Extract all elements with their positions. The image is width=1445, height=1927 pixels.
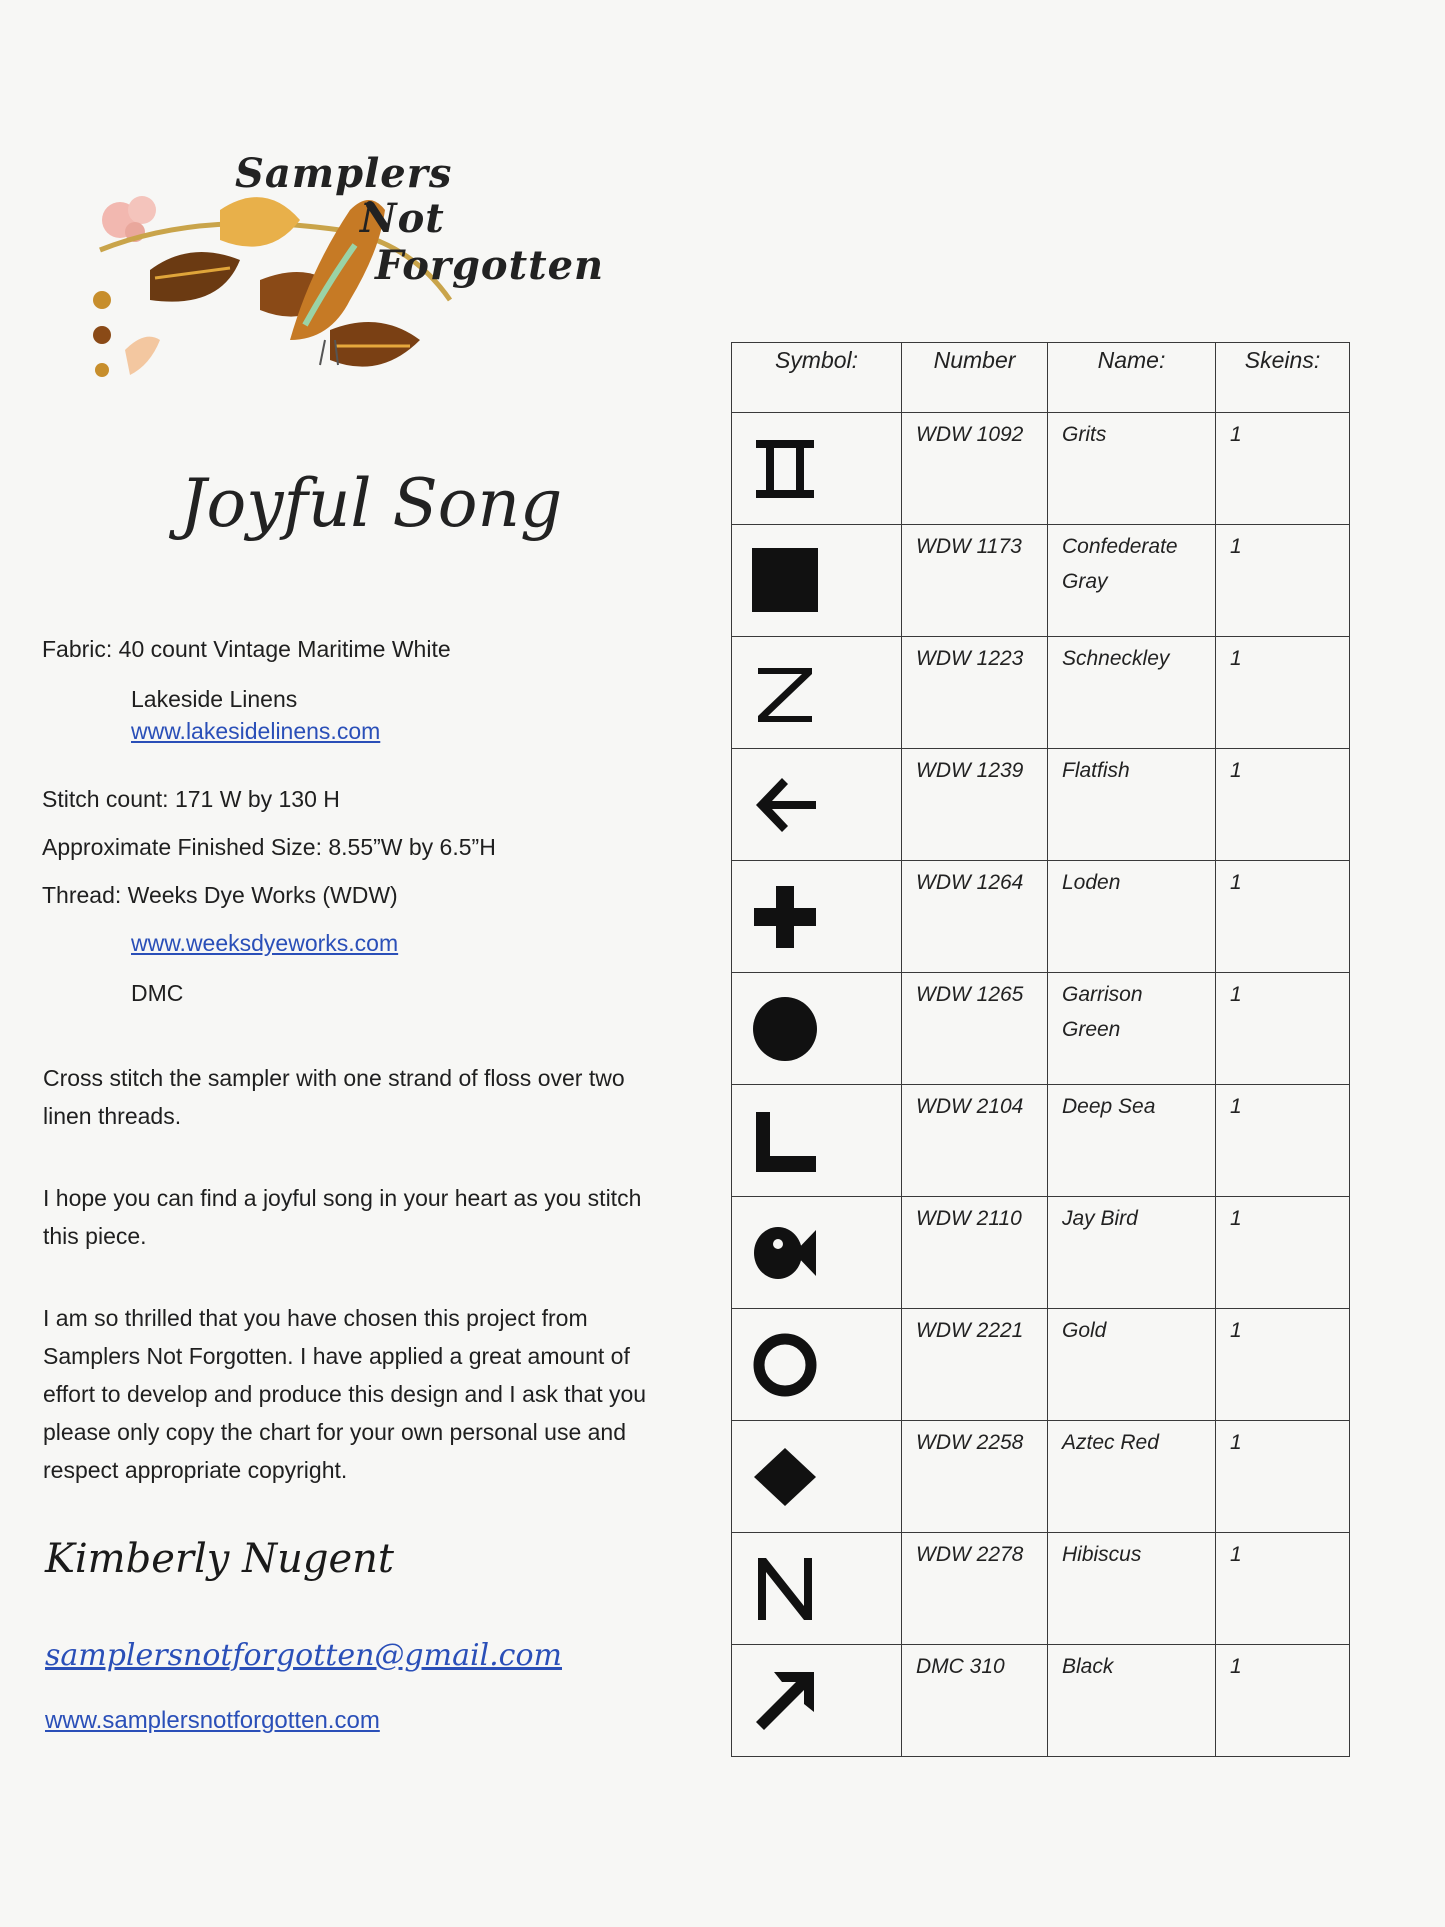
- table-row: [732, 637, 1350, 749]
- header-skeins: Skeins:: [1216, 343, 1350, 413]
- table-row: [732, 413, 1350, 525]
- skeins-cell: 1: [1216, 413, 1350, 525]
- symbol-cell: [732, 1421, 902, 1533]
- name-cell: Loden: [1048, 861, 1216, 973]
- name-cell: Black: [1048, 1645, 1216, 1757]
- bracket-icon: [752, 1108, 818, 1174]
- fabric-supplier: Lakeside Linens: [131, 686, 298, 712]
- name-cell: Flatfish: [1048, 749, 1216, 861]
- brand-logo: [80, 150, 640, 410]
- name-cell: Aztec Red: [1048, 1421, 1216, 1533]
- table-row: [732, 1533, 1350, 1645]
- table-row: [732, 1197, 1350, 1309]
- table-header-row: [732, 343, 1350, 413]
- diagonal-arrow-icon: [752, 1668, 818, 1734]
- logo-text-line-2: Not: [360, 195, 445, 242]
- h-ladder-icon: [752, 436, 818, 502]
- name-cell: Garrison Green: [1048, 973, 1216, 1085]
- thread-supplier-link[interactable]: www.weeksdyeworks.com: [131, 930, 399, 956]
- contact-email-link[interactable]: samplersnotforgotten@gmail.com: [45, 1638, 562, 1673]
- skeins-cell: 1: [1216, 637, 1350, 749]
- fabric-supplier-link[interactable]: www.lakesidelinens.com: [131, 718, 381, 744]
- table-row: [732, 1421, 1350, 1533]
- number-cell: WDW 1092: [902, 413, 1048, 525]
- logo-text-line-3: Forgotten: [375, 242, 605, 289]
- instructions-paragraph: Cross stitch the sampler with one strand of floss over two linen threads.: [43, 1065, 625, 1129]
- skeins-cell: 1: [1216, 861, 1350, 973]
- name-cell: Confederate Gray: [1048, 525, 1216, 637]
- skeins-cell: 1: [1216, 1645, 1350, 1757]
- skeins-cell: 1: [1216, 1085, 1350, 1197]
- number-cell: WDW 1265: [902, 973, 1048, 1085]
- symbol-cell: [732, 1533, 902, 1645]
- number-cell: WDW 2221: [902, 1309, 1048, 1421]
- header-symbol: Symbol:: [732, 343, 902, 413]
- fabric-line: Fabric: 40 count Vintage Maritime White: [42, 636, 451, 662]
- name-cell: Hibiscus: [1048, 1533, 1216, 1645]
- table-row: [732, 861, 1350, 973]
- number-cell: WDW 1264: [902, 861, 1048, 973]
- name-cell: Grits: [1048, 413, 1216, 525]
- skeins-cell: 1: [1216, 1421, 1350, 1533]
- symbol-cell: [732, 973, 902, 1085]
- thread-extra: DMC: [131, 980, 184, 1006]
- symbol-cell: [732, 1085, 902, 1197]
- symbol-cell: [732, 749, 902, 861]
- website-link[interactable]: www.samplersnotforgotten.com: [45, 1707, 380, 1734]
- thread-key-table: [731, 342, 1350, 1757]
- skeins-cell: 1: [1216, 749, 1350, 861]
- filled-circle-icon: [752, 996, 818, 1062]
- table-row: [732, 525, 1350, 637]
- table-row: [732, 973, 1350, 1085]
- diamond-icon: [752, 1444, 818, 1510]
- left-arrow-icon: [752, 772, 818, 838]
- copyright-paragraph: I am so thrilled that you have chosen this project from Samplers Not Forgotten. I have applied a great amount of effort to develop and produce this design and I ask that you please only copy the chart for your own personal use and respect appropriate copyright.: [43, 1305, 647, 1483]
- thread-line: Thread: Weeks Dye Works (WDW): [42, 882, 398, 908]
- stitch-count: Stitch count: 171 W by 130 H: [42, 786, 340, 812]
- name-cell: Gold: [1048, 1309, 1216, 1421]
- letter-z-icon: [752, 660, 818, 726]
- number-cell: WDW 2110: [902, 1197, 1048, 1309]
- symbol-cell: [732, 525, 902, 637]
- page-title: Joyful Song: [180, 465, 563, 542]
- name-cell: Schneckley: [1048, 637, 1216, 749]
- name-cell: Jay Bird: [1048, 1197, 1216, 1309]
- symbol-cell: [732, 861, 902, 973]
- header-name: Name:: [1048, 343, 1216, 413]
- number-cell: WDW 1239: [902, 749, 1048, 861]
- number-cell: WDW 2104: [902, 1085, 1048, 1197]
- skeins-cell: 1: [1216, 1197, 1350, 1309]
- table-row: [732, 749, 1350, 861]
- logo-text-line-1: Samplers: [235, 150, 453, 197]
- skeins-cell: 1: [1216, 1533, 1350, 1645]
- number-cell: WDW 2278: [902, 1533, 1048, 1645]
- name-cell: Deep Sea: [1048, 1085, 1216, 1197]
- symbol-cell: [732, 1197, 902, 1309]
- fish-icon: [752, 1220, 818, 1286]
- designer-signature: Kimberly Nugent: [45, 1536, 394, 1582]
- skeins-cell: 1: [1216, 1309, 1350, 1421]
- plus-icon: [752, 884, 818, 950]
- skeins-cell: 1: [1216, 973, 1350, 1085]
- letter-n-icon: [752, 1556, 818, 1622]
- table-row: [732, 1309, 1350, 1421]
- number-cell: WDW 2258: [902, 1421, 1048, 1533]
- table-row: [732, 1085, 1350, 1197]
- table-row: [732, 1645, 1350, 1757]
- header-number: Number: [902, 343, 1048, 413]
- ring-icon: [752, 1332, 818, 1398]
- number-cell: DMC 310: [902, 1645, 1048, 1757]
- finished-size: Approximate Finished Size: 8.55”W by 6.5”H: [42, 834, 496, 860]
- symbol-cell: [732, 637, 902, 749]
- symbol-cell: [732, 1645, 902, 1757]
- filled-square-icon: [752, 548, 818, 614]
- skeins-cell: 1: [1216, 525, 1350, 637]
- wish-paragraph: I hope you can find a joyful song in your heart as you stitch this piece.: [43, 1185, 642, 1249]
- number-cell: WDW 1223: [902, 637, 1048, 749]
- symbol-cell: [732, 413, 902, 525]
- number-cell: WDW 1173: [902, 525, 1048, 637]
- symbol-cell: [732, 1309, 902, 1421]
